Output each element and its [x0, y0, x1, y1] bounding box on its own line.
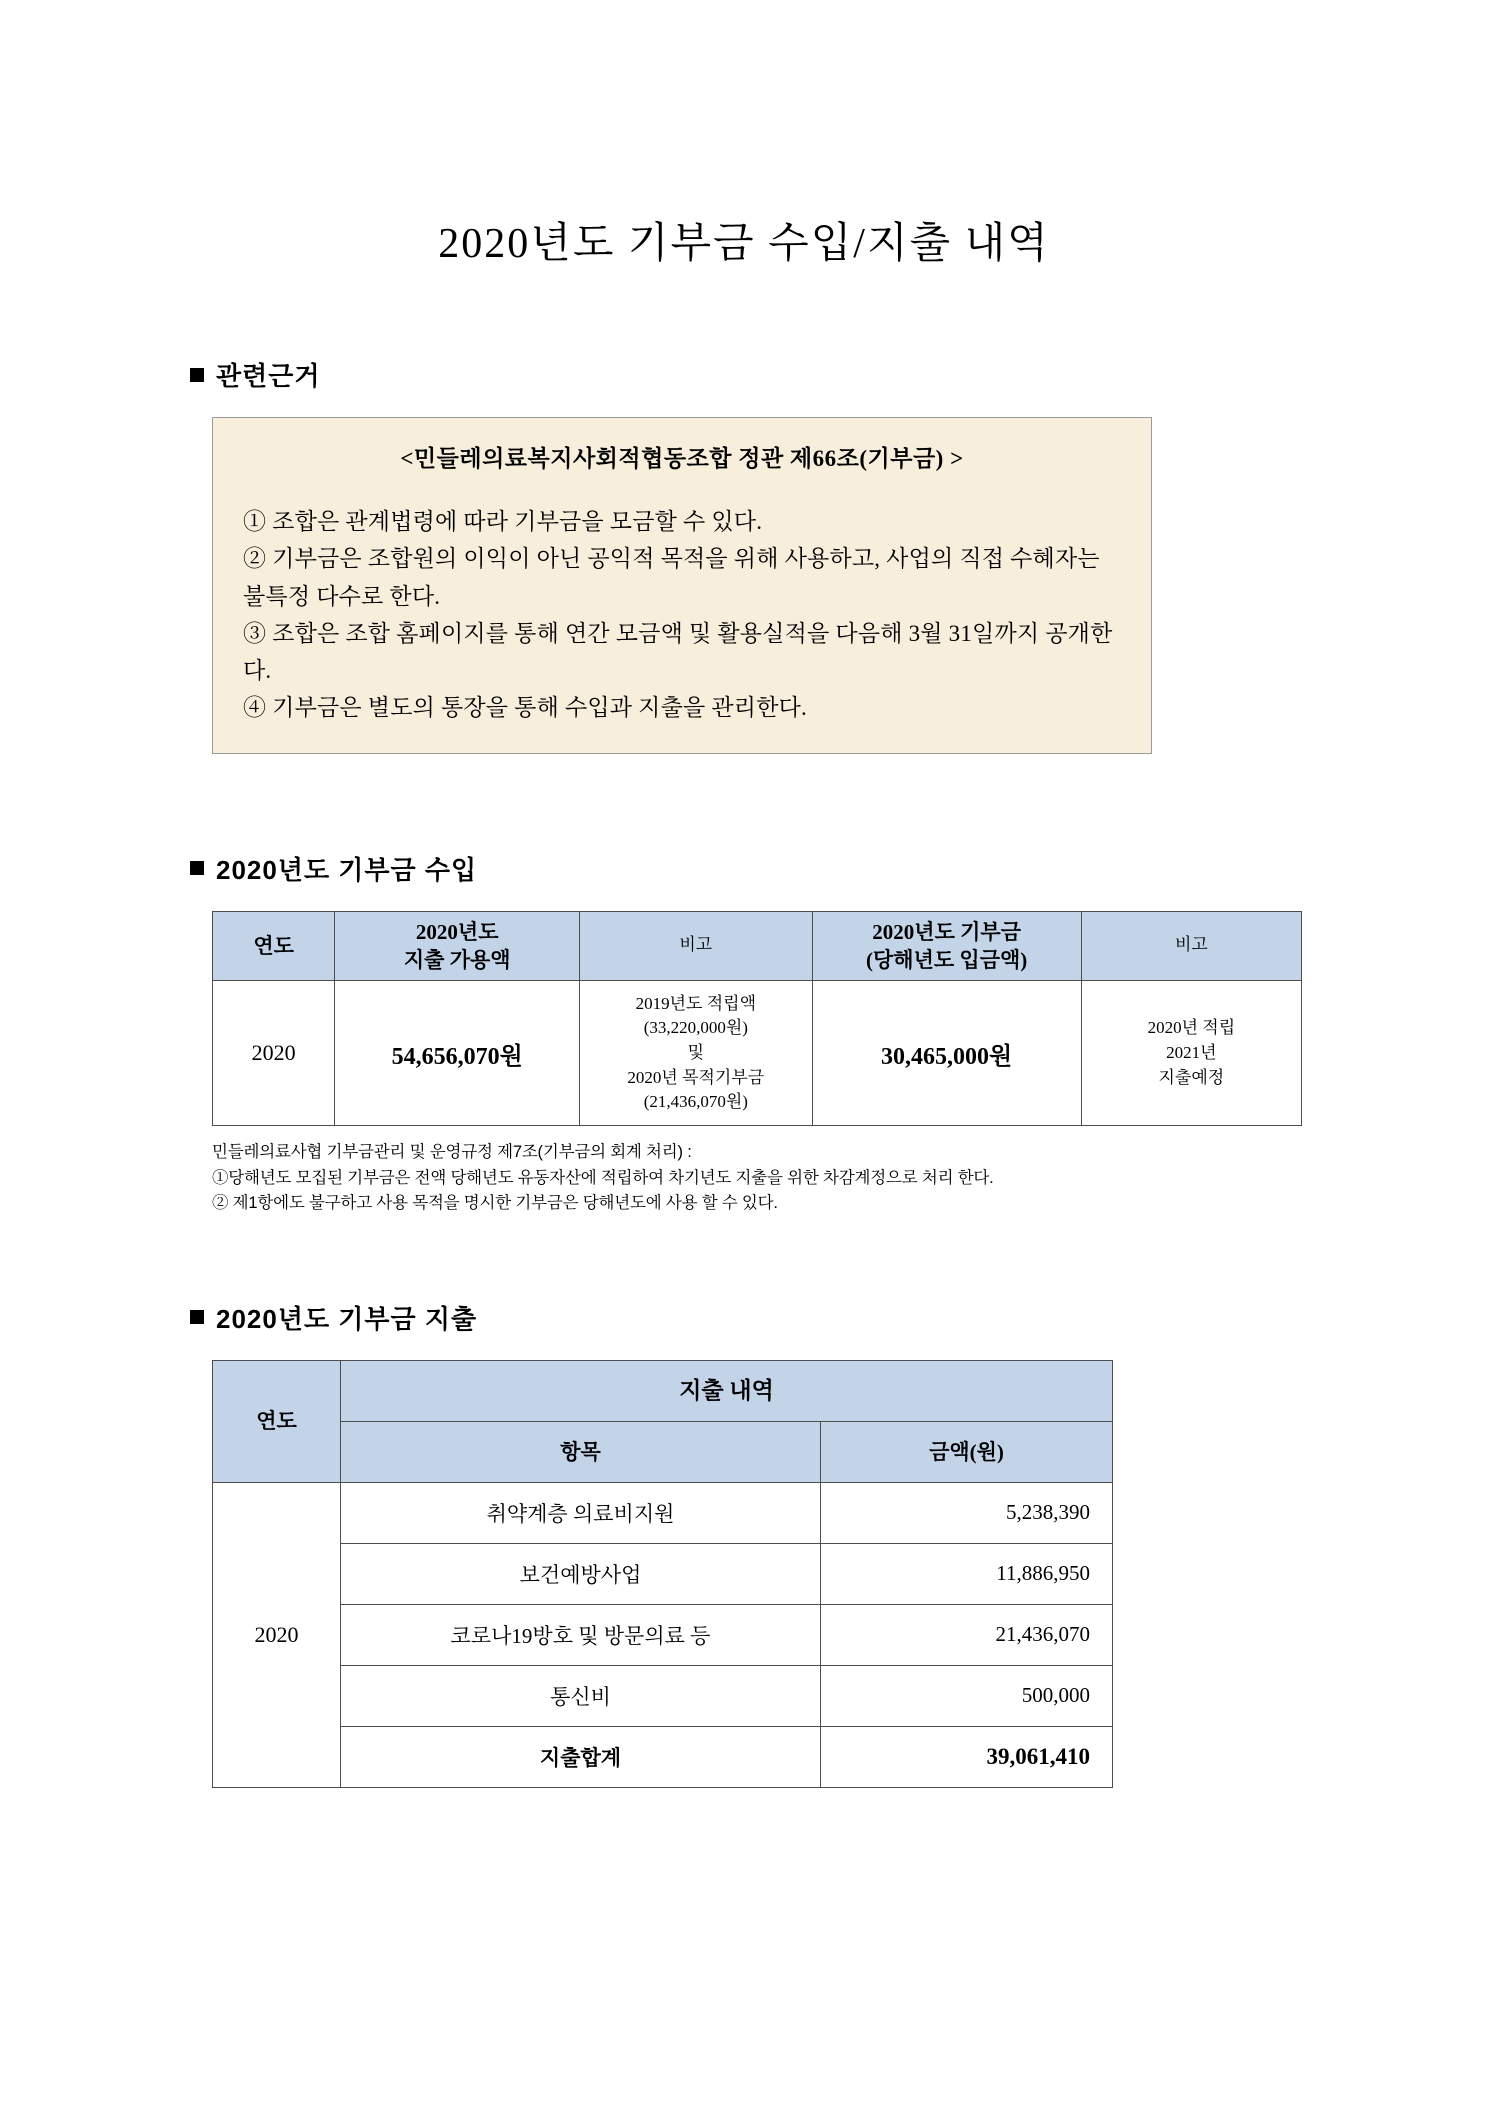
expense-item-label: 취약계층 의료비지원: [341, 1482, 821, 1543]
regulation-clause-2: ② 기부금은 조합원의 이익이 아닌 공익적 목적을 위해 사용하고, 사업의 직접 수혜자는 불특정 다수로 한다.: [243, 546, 1100, 609]
income-header-available-line1: 2020년도: [415, 919, 499, 944]
table-header-row-2: [213, 1421, 1113, 1482]
expense-item-label: 코로나19방호 및 방문의료 등: [341, 1604, 821, 1665]
income-header-donation: [812, 911, 1081, 981]
income-note2-line2: 2021년: [1166, 1042, 1217, 1062]
income-header-year: 연도: [213, 911, 335, 981]
section-heading-expense: [190, 1299, 1298, 1336]
expense-header-item: 항목: [341, 1421, 821, 1482]
income-note1-line5: (21,436,070원): [643, 1092, 748, 1112]
income-note1-line4: 2020년 목적기부금: [627, 1067, 765, 1087]
income-cell-note2: [1081, 981, 1301, 1126]
income-header-donation-line2: (당해년도 입금액): [866, 947, 1028, 972]
regulation-title: <민들레의료복지사회적협동조합 정관 제66조(기부금) >: [400, 446, 964, 471]
square-bullet-icon: [190, 861, 204, 875]
income-note1-line2: (33,220,000원): [643, 1018, 748, 1038]
section-heading-income-label: 2020년도 기부금 수입: [216, 854, 478, 885]
expense-item-amount: 11,886,950: [821, 1543, 1113, 1604]
expense-cell-year: 2020: [213, 1482, 341, 1787]
income-note1-line3: 및: [687, 1042, 705, 1062]
section-heading-income: [190, 850, 1298, 887]
income-footnote-3: ② 제1항에도 불구하고 사용 목적을 명시한 기부금은 당해년도에 사용 할 수 있다.: [212, 1194, 778, 1213]
table-header-row: [213, 1360, 1113, 1421]
expense-total-label: 지출합계: [341, 1726, 821, 1787]
section-heading-expense-label: 2020년도 기부금 지출: [216, 1303, 478, 1334]
income-header-note1: 비고: [580, 911, 812, 981]
table-row: [213, 1604, 1113, 1665]
income-header-donation-line1: 2020년도 기부금: [872, 919, 1021, 944]
square-bullet-icon: [190, 1310, 204, 1324]
expense-item-label: 통신비: [341, 1665, 821, 1726]
income-footnote-2: ①당해년도 모집된 기부금은 전액 당해년도 유동자산에 적립하여 차기년도 지출을 위한 차감계정으로 처리 한다.: [212, 1168, 994, 1187]
regulation-box: [212, 417, 1152, 754]
table-total-row: [213, 1726, 1113, 1787]
expense-header-year: 연도: [213, 1360, 341, 1482]
income-note2-line1: 2020년 적립: [1147, 1018, 1236, 1038]
income-table: [212, 911, 1302, 1127]
income-header-note2: 비고: [1081, 911, 1301, 981]
income-cell-donation: 30,465,000원: [812, 981, 1081, 1126]
income-footnote-1: 민들레의료사협 기부금관리 및 운영규정 제7조(기부금의 회계 처리) :: [212, 1143, 692, 1162]
expense-table: [212, 1360, 1113, 1788]
table-header-row: [213, 911, 1302, 981]
table-row: [213, 1665, 1113, 1726]
income-header-available-line2: 지출 가용액: [403, 947, 511, 972]
expense-item-amount: 5,238,390: [821, 1482, 1113, 1543]
expense-total-amount: 39,061,410: [821, 1726, 1113, 1787]
page-title: 2020년도 기부금 수입/지출 내역: [438, 221, 1050, 267]
income-note1-line1: 2019년도 적립액: [635, 993, 756, 1013]
section-heading-basis-label: 관련근거: [216, 361, 321, 391]
square-bullet-icon: [190, 368, 204, 382]
expense-item-label: 보건예방사업: [341, 1543, 821, 1604]
income-cell-note1: [580, 981, 812, 1126]
expense-item-amount: 21,436,070: [821, 1604, 1113, 1665]
regulation-clause-4: ④ 기부금은 별도의 통장을 통해 수입과 지출을 관리한다.: [243, 695, 807, 721]
regulation-clause-1: ① 조합은 관계법령에 따라 기부금을 모금할 수 있다.: [243, 509, 763, 534]
income-header-available: [335, 911, 580, 981]
table-row: [213, 1482, 1113, 1543]
section-heading-basis: [190, 356, 1298, 393]
regulation-clause-3: ③ 조합은 조합 홈페이지를 통해 연간 모금액 및 활용실적을 다음해 3월 31일까지 공개한다.: [243, 620, 1113, 683]
income-cell-available: 54,656,070원: [335, 981, 580, 1126]
expense-item-amount: 500,000: [821, 1665, 1113, 1726]
table-row: [213, 981, 1302, 1126]
expense-header-group: 지출 내역: [341, 1360, 1113, 1421]
income-footnotes: [212, 1140, 1302, 1217]
income-cell-year: 2020: [213, 981, 335, 1126]
income-note2-line3: 지출예정: [1158, 1067, 1225, 1087]
expense-header-amount: 금액(원): [821, 1421, 1113, 1482]
table-row: [213, 1543, 1113, 1604]
